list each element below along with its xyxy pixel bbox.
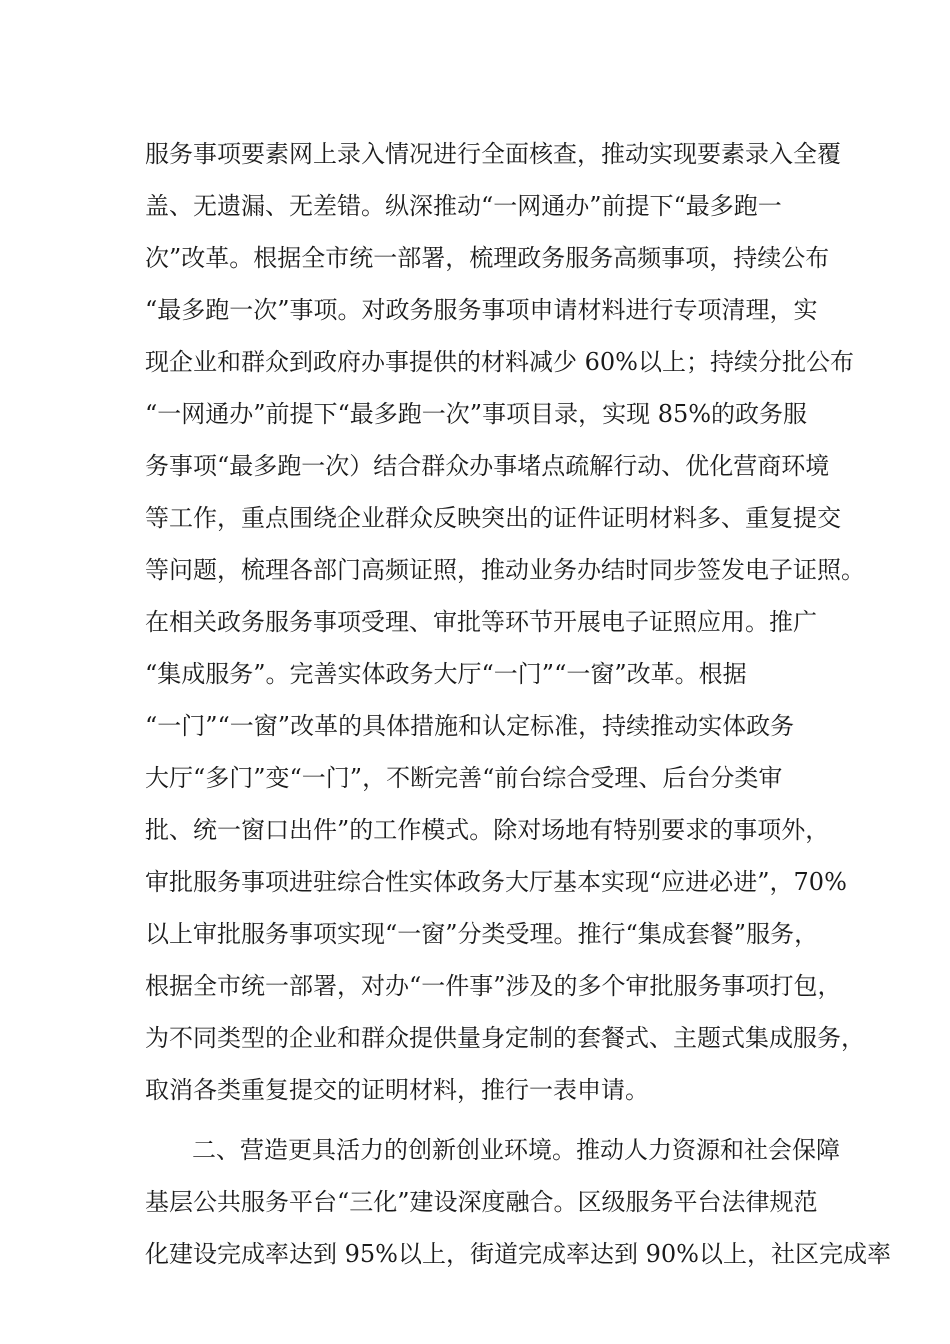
text-line: 等工作，重点围绕企业群众反映突出的证件证明材料多、重复提交: [145, 504, 841, 532]
text-line: 取消各类重复提交的证明材料，推行一表申请。: [145, 1076, 649, 1104]
text-line: 服务事项要素网上录入情况进行全面核查，推动实现要素录入全覆: [145, 140, 841, 168]
text-line: “一网通办”前提下“最多跑一次”事项目录，实现 85%的政务服: [145, 400, 808, 428]
text-line: 大厅“多门”变“一门”，不断完善“前台综合受理、后台分类审: [145, 764, 783, 792]
text-line: 化建设完成率达到 95%以上，街道完成率达到 90%以上，社区完成率: [145, 1240, 891, 1268]
text-line: “集成服务”。完善实体政务大厅“一门”“一窗”改革。根据: [145, 660, 747, 688]
text-line: 基层公共服务平台“三化”建设深度融合。区级服务平台法律规范: [145, 1188, 818, 1216]
text-line: 根据全市统一部署，对办“一件事”涉及的多个审批服务事项打包，: [145, 972, 842, 1000]
text-line: “一门”“一窗”改革的具体措施和认定标准，持续推动实体政务: [145, 712, 795, 740]
text-line: 批、统一窗口出件”的工作模式。除对场地有特别要求的事项外，: [145, 816, 830, 844]
text-line: 为不同类型的企业和群众提供量身定制的套餐式、主题式集成服务，: [145, 1024, 865, 1052]
text-line: “最多跑一次”事项。对政务服务事项申请材料进行专项清理，实: [145, 296, 818, 324]
text-line: 次”改革。根据全市统一部署，梳理政务服务高频事项，持续公布: [145, 244, 830, 272]
text-line: 在相关政务服务事项受理、审批等环节开展电子证照应用。推广: [145, 608, 817, 636]
text-line: 现企业和群众到政府办事提供的材料减少 60%以上；持续分批公布: [145, 348, 854, 376]
paragraph-first-line: 二、营造更具活力的创新创业环境。推动人力资源和社会保障: [192, 1136, 840, 1164]
text-line: 盖、无遗漏、无差错。纵深推动“一网通办”前提下“最多跑一: [145, 192, 782, 220]
text-line: 以上审批服务事项实现“一窗”分类受理。推行“集成套餐”服务，: [145, 920, 819, 948]
text-line: 等问题，梳理各部门高频证照，推动业务办结时同步签发电子证照。: [145, 556, 865, 584]
text-line: 审批服务事项进驻综合性实体政务大厅基本实现“应进必进”，70%: [145, 868, 847, 896]
text-line: 务事项“最多跑一次）结合群众办事堵点疏解行动、优化营商环境: [145, 452, 830, 480]
